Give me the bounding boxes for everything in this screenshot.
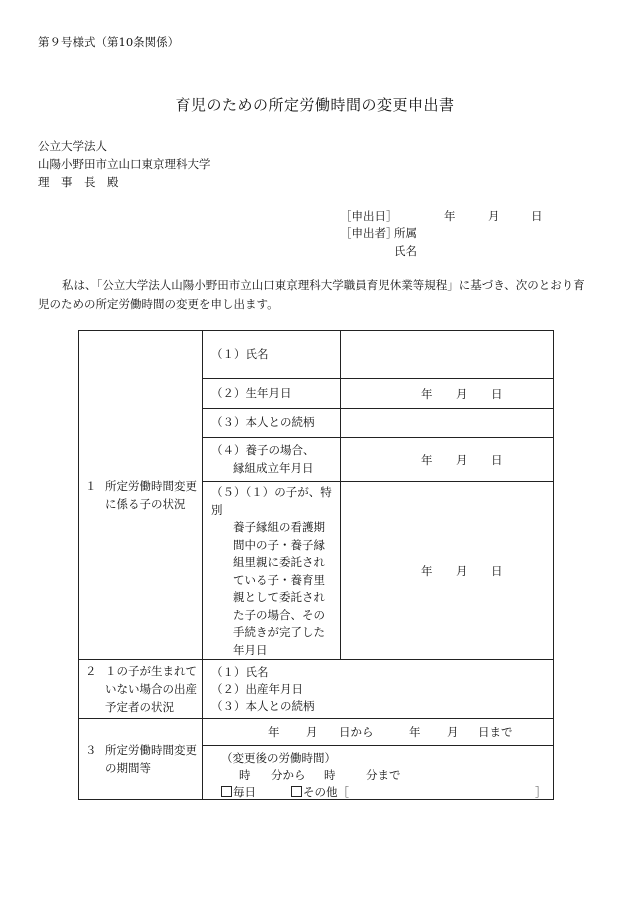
section3-number: ３ [85,743,97,757]
period-end-month: 月 [447,725,459,739]
daily-checkbox[interactable] [221,786,232,797]
adoption-year: 年 [421,452,433,467]
other-close-bracket: ］ [535,785,547,799]
child-name-label: （１）氏名 [203,331,341,379]
date-day: 日 [531,209,543,223]
affiliation-label: 所属 [394,226,417,240]
other-label: その他［ [303,785,349,799]
period-start-year: 年 [268,725,280,739]
addressee-line3: 理 事 長 殿 [38,175,119,189]
special-month: 月 [456,563,468,578]
birth-month: 月 [456,386,468,401]
expectant-birthdate-label: （２）出産年月日 [211,681,303,696]
other-option[interactable] [291,784,349,800]
adoption-date-field[interactable] [341,438,554,482]
special-adoption-label [203,482,341,660]
section3-header [79,719,203,800]
application-table [78,330,554,800]
section2-label: １の子が生まれていない場合の出産予定者の状況 [105,664,197,714]
child-birthdate-label: （２）生年月日 [203,379,341,409]
daily-option[interactable] [221,784,256,800]
addressee-line2: 山陽小野田市立山口東京理科大学 [38,157,211,171]
daily-label: 毎日 [233,785,256,799]
start-minute: 分から [271,768,306,782]
period-end-day: 日まで [478,725,513,739]
special-adoption-date-field[interactable] [341,482,554,660]
section2-header [79,660,203,719]
section2-number: ２ [85,664,97,678]
birth-year: 年 [421,386,433,401]
child-relationship-label: （３）本人との続柄 [203,409,341,438]
child-relationship-field[interactable] [341,409,554,438]
section1-header [79,331,203,660]
application-date-label: ［申出日］ [340,209,398,223]
change-period-field[interactable] [203,719,554,746]
start-hour: 時 [239,768,251,782]
end-minute: 分まで [366,768,401,782]
adoption-date-label-line2: 縁組成立年月日 [233,460,314,475]
special-day: 日 [491,563,503,578]
applicant-label: ［申出者］ [340,226,398,240]
page-title: 育児のための所定労働時間の変更申出書 [175,96,455,114]
other-checkbox[interactable] [291,786,302,797]
changed-hours-label: （変更後の労働時間） [221,751,336,765]
date-month: 月 [488,209,500,223]
adoption-date-label [203,438,341,482]
expectant-relationship-label: （３）本人との続柄 [211,698,315,713]
birth-day: 日 [491,386,503,401]
form-number: 第９号様式（第10条関係） [38,35,180,49]
date-year: 年 [444,209,456,223]
expectant-name-label: （１）氏名 [211,664,269,679]
name-label: 氏名 [394,244,417,258]
period-end-year: 年 [409,725,421,739]
child-name-field[interactable] [341,331,554,379]
adoption-month: 月 [456,452,468,467]
intro-text: 私は、「公立大学法人山陽小野田市立山口東京理科大学職員育児休業等規程」に基づき、次のとおり育児のための所定労働時間の変更を申し出ます。 [38,278,585,311]
expectant-mother-info[interactable] [203,660,554,719]
special-year: 年 [421,563,433,578]
section1-number: １ [85,479,97,493]
period-start-day: 日から [339,725,374,739]
special-adoption-label-rest: 養子縁組の看護期間中の子・養子縁組里親に委託されている子・養育里親として委託された子の場合、その手続きが完了した年月日 [233,520,325,657]
section3-label: 所定労働時間変更の期間等 [105,743,197,775]
end-hour: 時 [324,768,336,782]
child-birthdate-field[interactable] [341,379,554,409]
changed-hours-field[interactable] [203,746,554,800]
section1-label: 所定労働時間変更に係る子の状況 [105,479,197,511]
addressee-line1: 公立大学法人 [38,139,107,153]
adoption-day: 日 [491,452,503,467]
period-start-month: 月 [306,725,318,739]
adoption-date-label-line1: （４）養子の場合、 [211,443,315,457]
special-adoption-label-line1: （５）（１）の子が、特別 [211,485,332,517]
